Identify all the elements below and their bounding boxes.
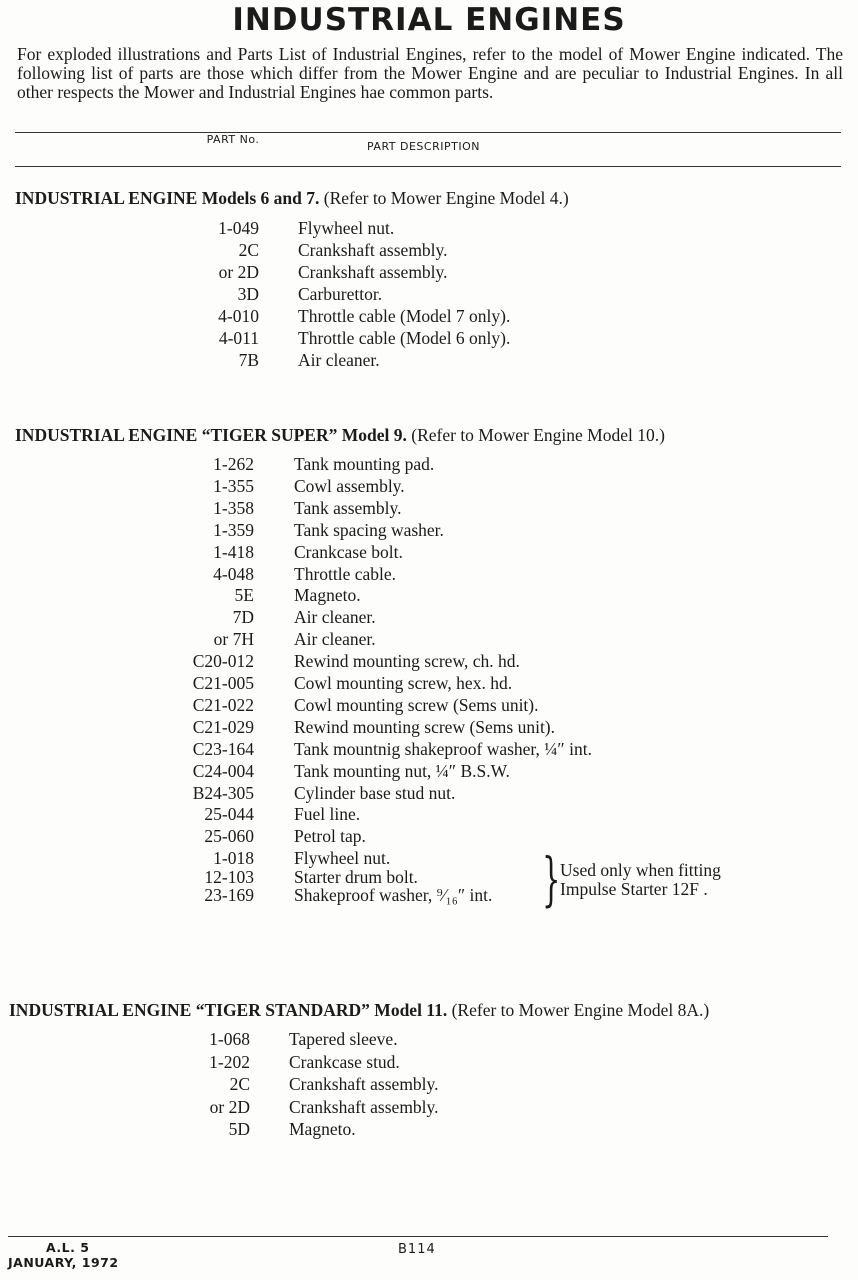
part-number: 3D	[237, 284, 259, 304]
section-heading-tiger-super	[15, 425, 665, 446]
section-heading-reference: (Refer to Mower Engine Model 8A.)	[447, 1000, 710, 1020]
parts-row	[0, 239, 858, 261]
part-number: 5D	[228, 1119, 250, 1139]
parts-row	[0, 541, 858, 563]
part-description: Crankcase bolt.	[294, 541, 403, 562]
parts-row	[0, 497, 858, 519]
parts-row	[0, 606, 858, 628]
section-heading-models-6-7	[15, 188, 569, 209]
part-description: Carburettor.	[298, 284, 383, 304]
part-number: 23-169	[204, 885, 254, 906]
parts-row	[0, 1118, 858, 1140]
part-number: 1-359	[213, 519, 254, 540]
parts-row	[0, 327, 858, 349]
part-number: 1-202	[209, 1051, 250, 1072]
part-description: Flywheel nut.	[294, 848, 391, 869]
parts-row	[0, 650, 858, 672]
part-number: 2C	[229, 1074, 250, 1094]
parts-row	[0, 519, 858, 541]
part-description: Throttle cable (Model 6 only).	[298, 328, 511, 348]
part-number: 4-048	[213, 563, 254, 584]
part-number: or 2D	[209, 1096, 250, 1117]
part-description: Shakeproof washer, ⁹⁄₁₆″ int.	[294, 885, 493, 906]
part-number: C21-029	[192, 716, 254, 737]
part-number: 1-262	[213, 454, 254, 474]
part-number: C21-005	[192, 673, 254, 693]
parts-row	[0, 217, 858, 239]
parts-row	[0, 738, 858, 760]
part-description: Air cleaner.	[298, 350, 380, 370]
parts-row	[0, 453, 858, 475]
parts-row	[0, 563, 858, 585]
header-rule-bottom	[15, 166, 841, 167]
parts-row	[0, 475, 858, 497]
part-description: Cowl assembly.	[294, 475, 405, 496]
part-number: 4-011	[218, 328, 259, 348]
part-number: C21-022	[192, 694, 254, 715]
section-heading-reference: (Refer to Mower Engine Model 10.)	[406, 425, 665, 445]
part-description: Fuel line.	[294, 804, 361, 825]
part-description: Tank mountnig shakeproof washer, ¼″ int.	[294, 738, 592, 759]
part-number: 25-044	[204, 804, 254, 825]
part-description: Crankshaft assembly.	[289, 1096, 439, 1117]
part-description: Tank assembly.	[294, 497, 402, 518]
part-number: 5E	[234, 585, 254, 606]
section-heading-tiger-standard	[9, 1000, 709, 1021]
parts-row	[0, 803, 858, 825]
parts-row	[0, 349, 858, 371]
part-number: 1-355	[213, 475, 254, 496]
part-number: or 2D	[218, 262, 259, 282]
section-heading-reference: (Refer to Mower Engine Model 4.)	[319, 188, 569, 208]
parts-row	[0, 782, 858, 804]
section-heading-title: INDUSTRIAL ENGINE “TIGER STANDARD” Model 11.	[9, 1000, 448, 1020]
part-description: Crankcase stud.	[289, 1051, 400, 1072]
part-description: Magneto.	[294, 585, 361, 606]
part-description: Tank mounting pad.	[294, 454, 435, 474]
section-heading-title: INDUSTRIAL ENGINE Models 6 and 7.	[15, 188, 320, 208]
parts-row	[0, 305, 858, 327]
part-number: or 7H	[213, 629, 254, 650]
parts-row	[0, 584, 858, 606]
part-description: Throttle cable (Model 7 only).	[298, 306, 511, 326]
part-description: Tank spacing washer.	[294, 519, 444, 540]
part-description: Starter drum bolt.	[294, 866, 418, 887]
footer-page-number: B114	[398, 1242, 436, 1257]
part-number: 1-018	[213, 848, 254, 869]
part-number: 1-068	[209, 1029, 250, 1049]
header-rule-top	[15, 132, 841, 133]
footer-issue: A.L. 5	[46, 1240, 90, 1255]
part-number: 25-060	[204, 826, 254, 847]
part-number: 7D	[232, 607, 254, 628]
footer-date: JANUARY, 1972	[8, 1255, 119, 1270]
parts-row	[0, 628, 858, 650]
part-number: 4-010	[218, 306, 259, 326]
part-description: Tapered sleeve.	[289, 1029, 398, 1049]
part-description: Tank mounting nut, ¼″ B.S.W.	[294, 760, 510, 781]
part-description: Magneto.	[289, 1119, 356, 1139]
parts-row	[0, 825, 858, 847]
column-header-description: PART DESCRIPTION	[367, 140, 480, 153]
part-description: Cylinder base stud nut.	[294, 782, 456, 803]
parts-row	[0, 261, 858, 283]
parts-row	[0, 760, 858, 782]
parts-row	[0, 1096, 858, 1118]
part-description: Rewind mounting screw (Sems unit).	[294, 716, 556, 737]
parts-row	[0, 694, 858, 716]
part-description: Crankshaft assembly.	[298, 240, 448, 260]
part-number: 1-049	[218, 218, 259, 238]
parts-row	[0, 716, 858, 738]
part-number: 1-418	[213, 541, 254, 562]
part-number: 2C	[238, 240, 259, 260]
part-number: C23-164	[192, 738, 254, 759]
part-description: Cowl mounting screw (Sems unit).	[294, 694, 539, 715]
part-number: 1-358	[213, 497, 254, 518]
part-description: Crankshaft assembly.	[289, 1074, 439, 1094]
impulse-starter-note: Used only when fitting Impulse Starter 12F .	[560, 860, 721, 899]
intro-paragraph: For exploded illustrations and Parts List of Industrial Engines, refer to the model of Mower Engine indicated. The following list of parts are those which differ from the Mower Engine and are peculiar to Industrial Engines. In all other respects the Mower and Industrial Engines hae common parts.	[17, 44, 843, 102]
column-header-part-no: PART No.	[206, 133, 260, 146]
part-number: 7B	[238, 350, 259, 370]
bracket-brace: }	[542, 845, 561, 913]
part-description: Petrol tap.	[294, 826, 366, 847]
part-description: Cowl mounting screw, hex. hd.	[294, 673, 513, 693]
part-description: Air cleaner.	[294, 629, 376, 650]
part-description: Throttle cable.	[294, 563, 397, 584]
part-description: Flywheel nut.	[298, 218, 395, 238]
page-title: INDUSTRIAL ENGINES	[232, 2, 626, 38]
parts-row	[0, 283, 858, 305]
part-number: C24-004	[192, 760, 254, 781]
section-heading-title: INDUSTRIAL ENGINE “TIGER SUPER” Model 9.	[15, 425, 407, 445]
footer-rule	[8, 1236, 828, 1237]
part-description: Rewind mounting screw, ch. hd.	[294, 651, 520, 672]
part-number: C20-012	[192, 651, 254, 672]
part-description: Crankshaft assembly.	[298, 262, 448, 282]
parts-row	[0, 1073, 858, 1095]
parts-row	[0, 1051, 858, 1073]
part-number: B24-305	[192, 782, 254, 803]
part-number: 12-103	[204, 866, 254, 887]
parts-row	[0, 1028, 858, 1050]
part-description: Air cleaner.	[294, 607, 376, 628]
parts-row	[0, 672, 858, 694]
